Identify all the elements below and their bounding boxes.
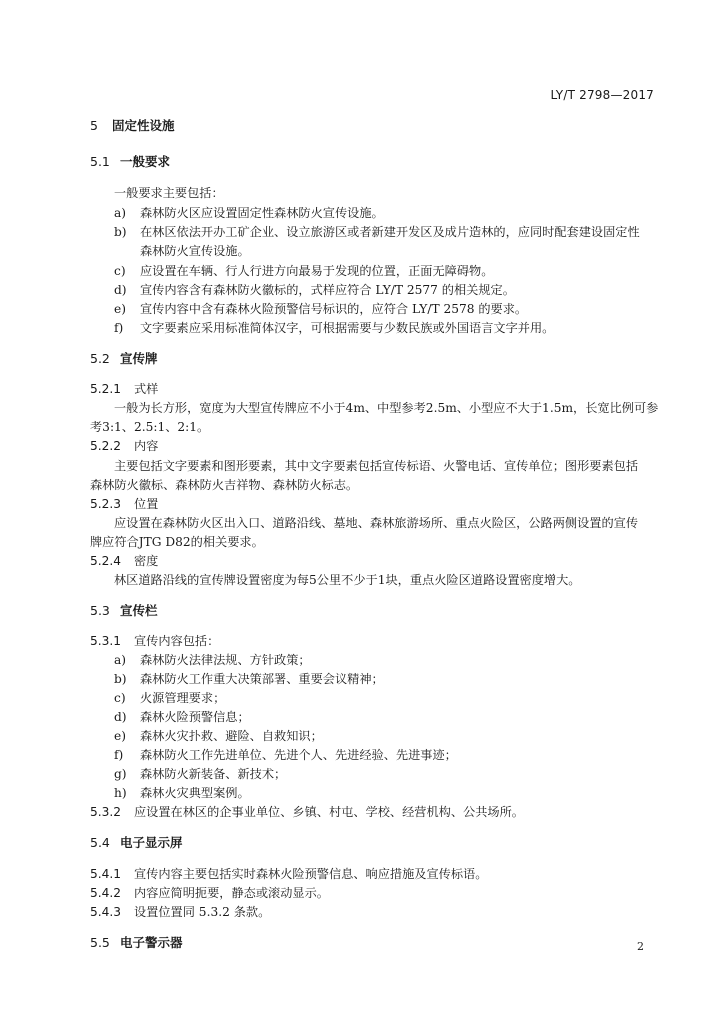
subsection-5-2-1-heading [90,381,158,397]
list-text: 宣传内容中含有森林火险预警信号标识的，应符合 LY/T 2578 的要求。 [140,302,528,316]
paragraph-line: 一般为长方形，宽度为大型宣传牌应不小于4m、中型参考2.5m、小型应不大于1.5m，长宽比例可参 [114,401,659,415]
list-item [114,224,640,240]
subsection-text: 设置位置同 5.3.2 条款。 [134,905,271,919]
list-item [114,263,493,279]
subsection-number: 5.4.3 [90,905,122,919]
list-label: h) [114,786,127,800]
list-item [114,671,384,687]
subsection-number: 5.4.2 [90,886,122,900]
list-text: 森林火灾扑救、避险、自救知识； [140,729,323,743]
list-label: a) [114,206,127,220]
list-text: 宣传内容含有森林防火徽标的，式样应符合 LY/T 2577 的相关规定。 [140,283,515,297]
list-item [114,301,527,317]
list-label: b) [114,672,127,686]
section-5-heading [90,118,175,134]
subsection-text: 宣传内容包括： [134,634,220,648]
section-number: 5.2 [90,351,110,366]
subsection-number: 5.2.1 [90,382,122,396]
list-label: g) [114,767,127,781]
list-label: e) [114,302,126,316]
list-item [114,747,457,763]
section-number: 5 [90,118,98,133]
section-title: 一般要求 [120,154,171,169]
paragraph-line: 考3:1、2.5:1、2:1。 [90,420,210,434]
subsection-title: 位置 [134,497,159,511]
subsection-5-3-2 [90,804,524,820]
list-label: d) [114,283,127,297]
list-label: f) [114,321,124,335]
subsection-title: 密度 [134,554,159,568]
subsection-5-2-4-heading [90,553,158,569]
subsection-5-2-2-heading [90,438,158,454]
list-text: 森林防火新装备、新技术； [140,767,287,781]
paragraph-line: 主要包括文字要素和图形要素，其中文字要素包括宣传标语、火警电话、宣传单位；图形要素包括 [114,459,639,473]
subsection-5-3-1 [90,633,219,649]
subsection-number: 5.2.3 [90,497,122,511]
list-item [114,766,286,782]
list-item [114,320,554,336]
subsection-5-4-3 [90,904,270,920]
list-text: 文字要素应采用标准简体汉字，可根据需要与少数民族或外国语言文字并用。 [140,321,555,335]
list-text: 森林防火法律法规、方针政策； [140,653,311,667]
section-title: 固定性设施 [112,118,175,133]
subsection-5-4-1 [90,866,487,882]
list-item [114,690,225,706]
page-number: 2 [637,940,644,953]
list-label: a) [114,653,127,667]
list-item [114,652,311,668]
section-title: 电子警示器 [120,935,183,950]
subsection-text: 内容应简明扼要，静态或滚动显示。 [134,886,329,900]
section-number: 5.5 [90,935,110,950]
section-5-1-heading [90,154,170,170]
list-label: e) [114,729,126,743]
section-title: 电子显示屏 [120,835,183,850]
paragraph-line: 林区道路沿线的宣传牌设置密度为每5公里不少于1块，重点火险区道路设置密度增大。 [114,573,581,587]
section-5-2-heading [90,351,158,367]
list-text: 森林火险预警信息； [140,710,250,724]
list-item [114,282,515,298]
subsection-number: 5.3.2 [90,805,122,819]
list-label: f) [114,748,124,762]
paragraph: 一般要求主要包括： [114,186,224,200]
list-text: 在林区依法开办工矿企业、设立旅游区或者新建开发区及成片造林的，应同时配套建设固定性 [140,225,640,239]
section-title: 宣传牌 [120,351,158,366]
subsection-number: 5.2.4 [90,554,122,568]
list-label: b) [114,225,127,239]
section-title: 宣传栏 [120,603,158,618]
list-item [114,205,384,221]
subsection-text: 宣传内容主要包括实时森林火险预警信息、响应措施及宣传标语。 [134,867,488,881]
paragraph-line: 应设置在森林防火区出入口、道路沿线、墓地、森林旅游场所、重点火险区，公路两侧设置的宣传 [114,516,639,530]
section-number: 5.3 [90,603,110,618]
subsection-number: 5.4.1 [90,867,122,881]
subsection-number: 5.2.2 [90,439,122,453]
list-item [114,785,250,801]
paragraph-line: 牌应符合JTG D82的相关要求。 [90,535,264,549]
paragraph-line: 森林防火徽标、森林防火吉祥物、森林防火标志。 [90,478,359,492]
list-text: 森林防火工作先进单位、先进个人、先进经验、先进事迹； [140,748,457,762]
list-text: 森林防火宣传设施。 [140,244,250,258]
subsection-text: 应设置在林区的企事业单位、乡镇、村屯、学校、经营机构、公共场所。 [134,805,524,819]
list-label: c) [114,691,126,705]
standard-code: LY/T 2798—2017 [550,88,654,102]
section-5-4-heading [90,835,183,851]
subsection-title: 内容 [134,439,159,453]
subsection-5-2-3-heading [90,496,158,512]
list-text: 森林防火区应设置固定性森林防火宣传设施。 [140,206,384,220]
section-5-5-heading [90,935,183,951]
list-item-continuation [114,243,250,259]
list-item [114,709,250,725]
list-label: c) [114,264,126,278]
section-5-3-heading [90,603,158,619]
subsection-number: 5.3.1 [90,634,122,648]
section-number: 5.4 [90,835,110,850]
list-label: d) [114,710,127,724]
section-number: 5.1 [90,154,110,169]
list-text: 应设置在车辆、行人行进方向最易于发现的位置，正面无障碍物。 [140,264,494,278]
list-item [114,728,323,744]
list-text: 森林火灾典型案例。 [140,786,250,800]
list-text: 火源管理要求； [140,691,226,705]
subsection-title: 式样 [134,382,159,396]
list-text: 森林防火工作重大决策部署、重要会议精神； [140,672,384,686]
subsection-5-4-2 [90,885,329,901]
